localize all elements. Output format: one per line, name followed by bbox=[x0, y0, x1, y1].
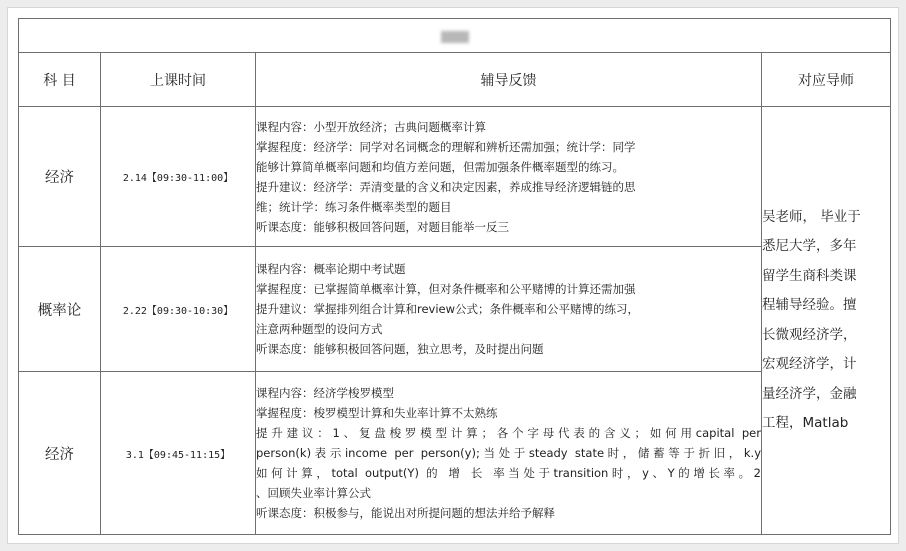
feedback-line: 课程内容：小型开放经济；古典问题概率计算 bbox=[256, 119, 486, 134]
document-page bbox=[7, 7, 899, 544]
feedback-line: 维；统计学：练习条件概率类型的题目 bbox=[256, 199, 452, 214]
tutoring-schedule-table bbox=[18, 18, 891, 535]
table-row bbox=[19, 247, 891, 372]
tutor-line: 程辅导经验。擅 bbox=[762, 297, 857, 313]
tutor-line: 量经济学，金融 bbox=[762, 385, 857, 402]
tutor-line: 工程，Matlab bbox=[762, 415, 849, 431]
header-subject: 科 目 bbox=[19, 53, 101, 107]
header-feedback: 辅导反馈 bbox=[256, 53, 762, 107]
table-row bbox=[19, 372, 891, 535]
tutor-cell bbox=[762, 107, 891, 535]
blurred-title bbox=[441, 31, 469, 43]
tutor-line: 吴老师， 毕业于 bbox=[762, 208, 861, 225]
feedback-line: 提升建议：经济学：弄清变量的含义和决定因素，养成推导经济逻辑链的思 bbox=[256, 179, 636, 194]
feedback-cell bbox=[256, 247, 762, 372]
feedback-line: 掌握程度：经济学：同学对名词概念的理解和辨析还需加强；统计学：同学 bbox=[256, 139, 636, 154]
feedback-line: 课程内容：经济学梭罗模型 bbox=[256, 386, 394, 400]
time-cell: 2.22【09:30-10:30】 bbox=[101, 247, 256, 372]
feedback-line: 课程内容：概率论期中考试题 bbox=[256, 262, 406, 276]
table-title bbox=[19, 19, 891, 53]
feedback-line: person(k)表示income per person(y);当处于steady state时，储蓄等于折旧，k.y bbox=[256, 446, 761, 460]
feedback-cell bbox=[256, 107, 762, 247]
subject-cell: 概率论 bbox=[19, 247, 101, 372]
feedback-line: 提升建议：1、复盘梭罗模型计算；各个字母代表的含义；如何用capital per bbox=[256, 426, 761, 440]
feedback-line: 、回顾失业率计算公式 bbox=[256, 486, 371, 500]
header-row bbox=[19, 53, 891, 107]
feedback-line: 能够计算简单概率问题和均值方差问题，但需加强条件概率题型的练习。 bbox=[256, 159, 624, 174]
feedback-line: 听课态度：能够积极回答问题，独立思考，及时提出问题 bbox=[256, 342, 544, 356]
table-row bbox=[19, 107, 891, 247]
header-time: 上课时间 bbox=[101, 53, 256, 107]
title-row bbox=[19, 19, 891, 53]
feedback-line: 注意两种题型的设问方式 bbox=[256, 322, 383, 336]
tutor-line: 宏观经济学，计 bbox=[762, 356, 857, 372]
subject-cell: 经济 bbox=[19, 372, 101, 535]
feedback-line: 提升建议：掌握排列组合计算和review公式；条件概率和公平赌博的练习， bbox=[256, 302, 640, 316]
feedback-line: 听课态度：能够积极回答问题，对题目能举一反三 bbox=[256, 219, 509, 234]
tutor-line: 留学生商科类课 bbox=[762, 267, 857, 284]
header-tutor: 对应导师 bbox=[762, 53, 891, 107]
feedback-cell bbox=[256, 372, 762, 535]
time-cell: 2.14【09:30-11:00】 bbox=[101, 107, 256, 247]
feedback-line: 听课态度：积极参与，能说出对所提问题的想法并给予解释 bbox=[256, 506, 555, 520]
subject-cell: 经济 bbox=[19, 107, 101, 247]
feedback-line: 掌握程度：梭罗模型计算和失业率计算不太熟练 bbox=[256, 406, 498, 420]
time-cell: 3.1【09:45-11:15】 bbox=[101, 372, 256, 535]
feedback-line: 掌握程度：已掌握简单概率计算，但对条件概率和公平赌博的计算还需加强 bbox=[256, 282, 636, 296]
tutor-line: 悉尼大学，多年 bbox=[762, 238, 857, 254]
feedback-line: 如何计算，total output(Y) 的 增 长 率当处于transition时，y、Y的增长率。2 bbox=[256, 466, 761, 480]
tutor-line: 长微观经济学， bbox=[762, 326, 857, 343]
